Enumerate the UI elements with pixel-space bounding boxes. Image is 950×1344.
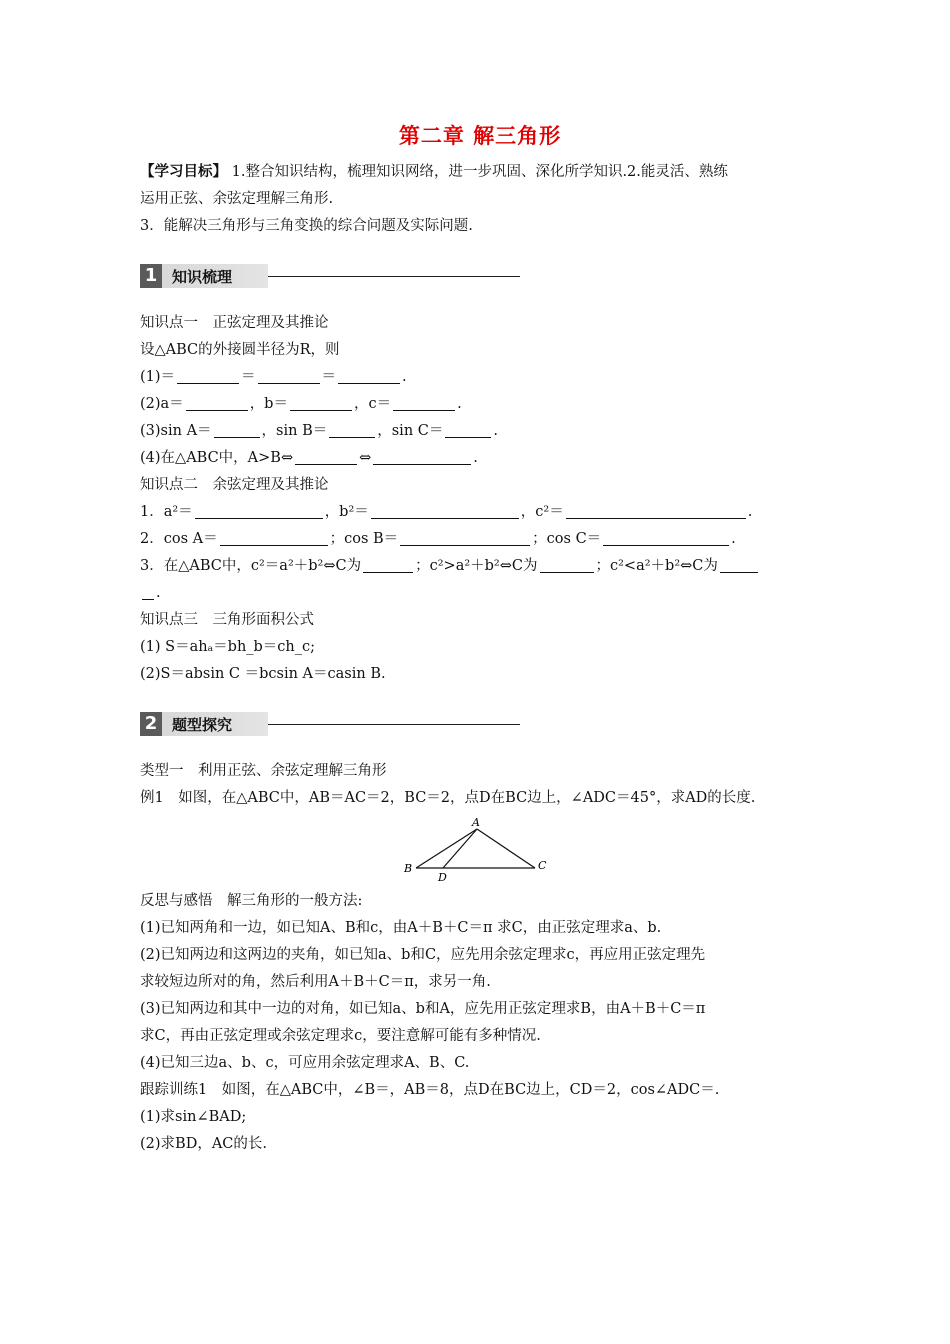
kp3-heading: 知识点三 三角形面积公式 [140,612,314,628]
kp1-line-3: (3)sin A＝ ，sin B＝ ，sin C＝ . [140,423,498,439]
learning-goals-line-3: 3．能解决三角形与三角变换的综合问题及实际问题. [140,218,473,234]
kp1-intro: 设△ABC的外接圆半径为R，则 [140,342,340,358]
kp2-line-2: 2．cos A＝ ；cos B＝ ；cos C＝ . [140,531,736,547]
section-rule [268,724,520,725]
kp3-line-1: (1) S＝ahₐ＝bh_b＝ch_c; [140,639,316,655]
kp1-line-2: (2)a＝ ，b＝ ，c＝ . [140,396,462,412]
practice-1-q1: (1)求sin∠BAD; [140,1109,247,1125]
section-header-knowledge [140,262,820,290]
section-rule [268,276,520,277]
chapter-title: 第二章 解三角形 [398,124,562,148]
edge-ad [443,829,477,868]
method-2b: 求较短边所对的角，然后利用A＋B＋C＝π，求另一角. [140,974,491,990]
method-1: (1)已知两角和一边，如已知A、B和c，由A＋B＋C＝π 求C，由正弦定理求a、b. [140,920,662,936]
section-number: 1 [140,264,162,288]
section-header-problems [140,710,820,738]
kp2-heading: 知识点二 余弦定理及其推论 [140,477,329,493]
kp2-line-1: 1．a²＝ ，b²＝ ，c²＝ . [140,504,753,520]
kp2-line-3: 3．在△ABC中，c²＝a²＋b²⇔C为 ；c²>a²＋b²⇔C为 ；c²<a²＋b²⇔C为 [140,553,820,580]
reflection-heading: 反思与感悟 解三角形的一般方法: [140,893,363,909]
vertex-label-a: A [472,816,480,829]
practice-1-q2: (2)求BD，AC的长. [140,1136,267,1152]
document-page [140,120,820,1158]
vertex-label-b: B [404,862,413,875]
section-number: 2 [140,712,162,736]
triangle-diagram [140,814,820,884]
method-4: (4)已知三边a、b、c，可应用余弦定理求A、B、C. [140,1055,470,1071]
kp1-line-4: (4)在△ABC中，A>B⇔ ⇔ . [140,450,478,466]
method-3a: (3)已知两边和其中一边的对角，如已知a、b和A，应先用正弦定理求B，由A＋B＋C＝π [140,1001,706,1017]
example-1: 例1 如图，在△ABC中，AB＝AC＝2，BC＝2，点D在BC边上，∠ADC＝45°，求AD的长度. [140,790,756,806]
practice-1: 跟踪训练1 如图，在△ABC中，∠B＝，AB＝8，点D在BC边上，CD＝2，cos∠ADC＝. [140,1082,720,1098]
method-3b: 求C，再由正弦定理或余弦定理求c，要注意解可能有多种情况. [140,1028,541,1044]
type1-heading: 类型一 利用正弦、余弦定理解三角形 [140,763,387,779]
learning-goals-label: 【学习目标】 [140,163,227,180]
vertex-label-d: D [438,871,447,884]
section-label: 题型探究 [172,715,233,734]
triangle-figure [140,814,820,884]
method-2a: (2)已知两边和这两边的夹角，如已知a、b和C，应先用余弦定理求c，再应用正弦定理先 [140,947,706,963]
kp1-heading: 知识点一 正弦定理及其推论 [140,315,329,331]
edge-ab [416,829,477,868]
kp2-line-3-cont: . [140,580,820,607]
section-label: 知识梳理 [172,267,233,286]
learning-goals-line-1: 【学习目标】 1.整合知识结构，梳理知识网络，进一步巩固、深化所学知识.2.能灵活、熟练 [140,163,728,180]
vertex-label-c: C [538,859,547,872]
edge-ac [477,829,535,868]
kp3-line-2: (2)S＝absin C ＝bcsin A＝casin B. [140,666,386,682]
kp1-line-1: (1)＝ ＝ ＝ . [140,369,407,385]
learning-goals-line-2: 运用正弦、余弦定理解三角形. [140,191,334,207]
